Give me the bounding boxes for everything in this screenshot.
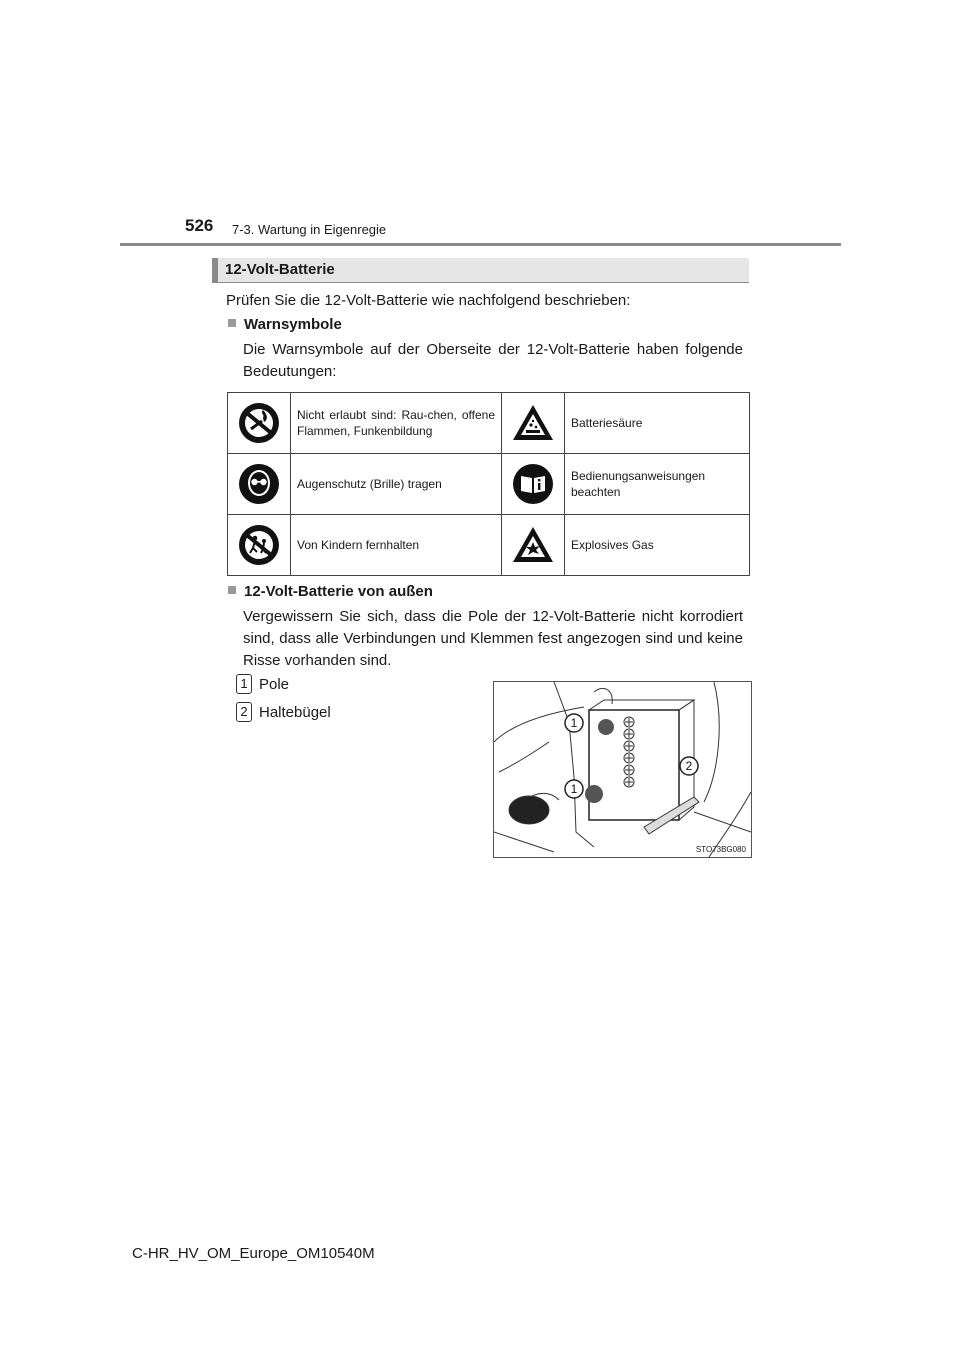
footer-doc-id: C-HR_HV_OM_Europe_OM10540M (132, 1245, 375, 1262)
legend-number-badge: 1 (236, 674, 252, 694)
table-cell-icon (228, 454, 291, 515)
keep-away-children-icon (238, 524, 280, 566)
square-bullet-icon (228, 319, 236, 327)
legend-label: Haltebügel (259, 704, 331, 721)
table-cell-label: Augenschutz (Brille) tragen (291, 454, 502, 515)
battery-acid-icon (511, 403, 555, 443)
table-cell-icon (502, 393, 565, 454)
explosive-gas-icon (511, 525, 555, 565)
figure-label-1: 1 (570, 782, 578, 796)
section-heading (212, 258, 749, 283)
table-cell-label: Batteriesäure (565, 393, 750, 454)
figure-label-1: 1 (570, 716, 578, 730)
legend-number-badge: 2 (236, 702, 252, 722)
read-instructions-icon (512, 463, 554, 505)
page-number: 526 (185, 216, 214, 235)
legend-label: Pole (259, 676, 290, 693)
table-cell-icon (502, 454, 565, 515)
table-cell-icon (228, 515, 291, 576)
subheading-text: 12-Volt-Batterie von außen (244, 583, 433, 600)
table-cell-label: Bedienungsanweisungen beachten (565, 454, 750, 515)
table-cell-icon (502, 515, 565, 576)
engine-bay-drawing (494, 682, 751, 857)
table-row (228, 454, 750, 515)
section-heading-bar (212, 258, 218, 283)
table-cell-label: Nicht erlaubt sind: Rau-chen, offene Flammen, Funkenbildung (291, 393, 502, 454)
intro-paragraph: Prüfen Sie die 12-Volt-Batterie wie nachfolgend beschrieben: (226, 292, 631, 309)
battery-illustration (493, 681, 752, 858)
subheading-text: Warnsymbole (244, 316, 342, 333)
section-title: 12-Volt-Batterie (225, 261, 335, 278)
square-bullet-icon (228, 586, 236, 594)
no-smoking-flames-icon (238, 402, 280, 444)
eye-protection-icon (238, 463, 280, 505)
section-reference: 7-3. Wartung in Eigenregie (232, 222, 387, 237)
table-row (228, 515, 750, 576)
header-divider (120, 243, 841, 246)
figure-code: STO73BG080 (695, 845, 746, 854)
table-cell-icon (228, 393, 291, 454)
battery-exterior-description: Vergewissern Sie sich, dass die Pole der 12-Volt-Batterie nicht korrodiert sind, dass alle Verbindungen und Klemmen fest angezogen sind und keine Risse vorhanden sind. (243, 608, 743, 669)
table-cell-label: Von Kindern fernhalten (291, 515, 502, 576)
table-cell-label: Explosives Gas (565, 515, 750, 576)
warning-symbols-table (227, 392, 750, 576)
subheading-warnsymbole (228, 316, 342, 333)
subheading-battery-exterior (228, 583, 433, 600)
figure-label-2: 2 (685, 759, 693, 773)
table-row (228, 393, 750, 454)
warnsymbole-description: Die Warnsymbole auf der Oberseite der 12-Volt-Batterie haben folgende Bedeutungen: (243, 341, 743, 380)
